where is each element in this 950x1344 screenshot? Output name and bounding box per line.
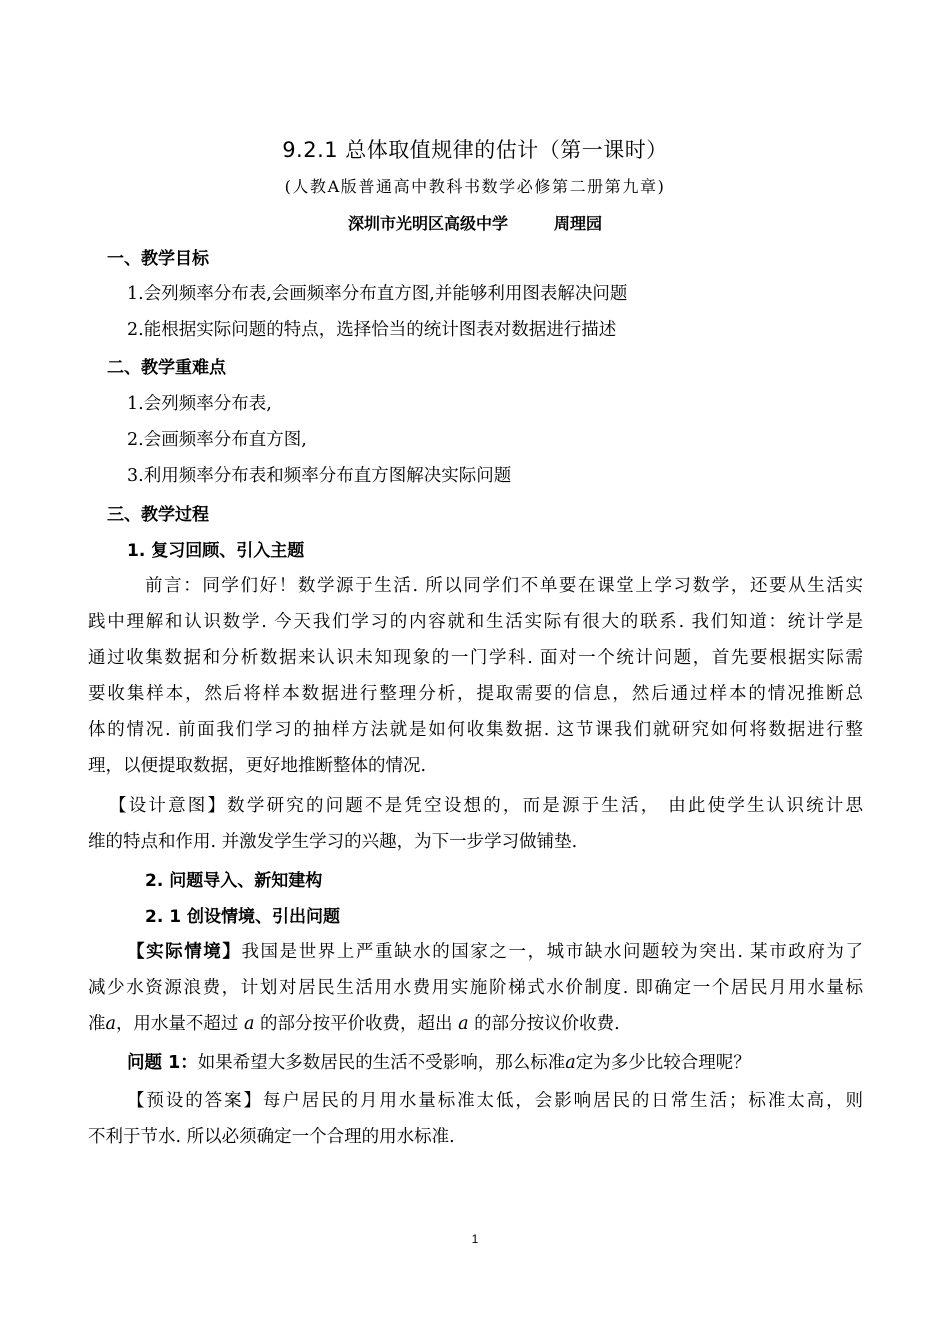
situation-text-1: 我国是世界上严重缺水的国家之一，城市缺水问题较为突出. 某市政府为了 [241,942,864,962]
section1-item-1: 1.会列频率分布表,会画频率分布直方图,并能够利用图表解决问题 [127,284,628,304]
situation-label: 【实际情境】 [127,942,242,962]
section2-heading: 二、教学重难点 [107,358,226,378]
preface-line-4: 要收集样本，然后将样本数据进行整理分析，提取需要的信息，然后通过样本的情况推断总 [88,684,863,704]
situation-line-3 [88,1016,620,1034]
page-number: 1 [471,1232,479,1246]
preface-line-5: 体的情况. 前面我们学习的抽样方法就是如何收集数据. 这节课我们就研究如何将数据进行整 [88,720,863,740]
situation-text-d: 的部分按议价收费. [474,1014,620,1034]
question-1 [127,1055,751,1073]
section1-heading: 一、教学目标 [107,249,209,269]
question-label: 问题 1： [127,1053,198,1073]
variable-a: a [565,1053,576,1073]
question-text-a: 如果希望大多数居民的生活不受影响，那么标准 [197,1053,566,1073]
subsection-review: 1. 复习回顾、引入主题 [127,541,305,561]
design-intent-line-2: 维的特点和作用. 并激发学生学习的兴趣，为下一步学习做铺垫. [88,832,578,852]
document-title: 9.2.1 总体取值规律的估计（第一课时） [282,138,668,162]
section3-heading: 三、教学过程 [107,505,209,525]
subsection-situation: 2. 1 创设情境、引出问题 [145,907,340,927]
situation-text-b: ，用水量不超过 [115,1014,239,1034]
situation-line-2: 减少水资源浪费，计划对居民生活用水费用实施阶梯式水价制度. 即确定一个居民月用水量标 [88,978,863,998]
section2-item-3: 3.利用频率分布表和频率分布直方图解决实际问题 [127,466,512,486]
situation-line-1 [127,944,863,962]
subsection-problem-intro: 2. 问题导入、新知建构 [145,871,323,891]
variable-a: a [458,1014,469,1034]
section1-item-2: 2.能根据实际问题的特点，选择恰当的统计图表对数据进行描述 [127,320,617,340]
design-intent-line-1: 【设计意图】数学研究的问题不是凭空设想的，而是源于生活， 由此使学生认识统计思 [109,796,863,816]
answer-line-2: 不利于节水. 所以必须确定一个合理的用水标准. [88,1127,455,1147]
variable-a: a [244,1014,255,1034]
author-school: 深圳市光明区高级中学 [347,214,508,233]
question-text-b: 定为多少比较合理呢？ [575,1053,751,1073]
variable-a: a [105,1014,116,1034]
preface-line-2: 践中理解和认识数学. 今天我们学习的内容就和生活实际有很大的联系. 我们知道：统计学是 [88,612,863,632]
preface-line-6: 理，以便提取数据，更好地推断整体的情况. [88,756,427,776]
author-line [0,216,950,232]
answer-line-1: 【预设的答案】每户居民的月用水量标准太低，会影响居民的日常生活；标准太高，则 [127,1091,863,1111]
document-subtitle: (人教A版普通高中教科书数学必修第二册第九章) [284,177,666,196]
section2-item-1: 1.会列频率分布表, [127,394,272,414]
section2-item-2: 2.会画频率分布直方图, [127,430,307,450]
author-name: 周理园 [554,214,603,233]
situation-text-c: 的部分按平价收费，超出 [260,1014,453,1034]
situation-text-a: 准 [88,1014,106,1034]
preface-line-3: 通过收集数据和分析数据来认识未知现象的一门学科. 面对一个统计问题，首先要根据实际需 [88,648,863,668]
preface-line-1: 前言：同学们好！数学源于生活. 所以同学们不单要在课堂上学习数学，还要从生活实 [145,576,863,596]
